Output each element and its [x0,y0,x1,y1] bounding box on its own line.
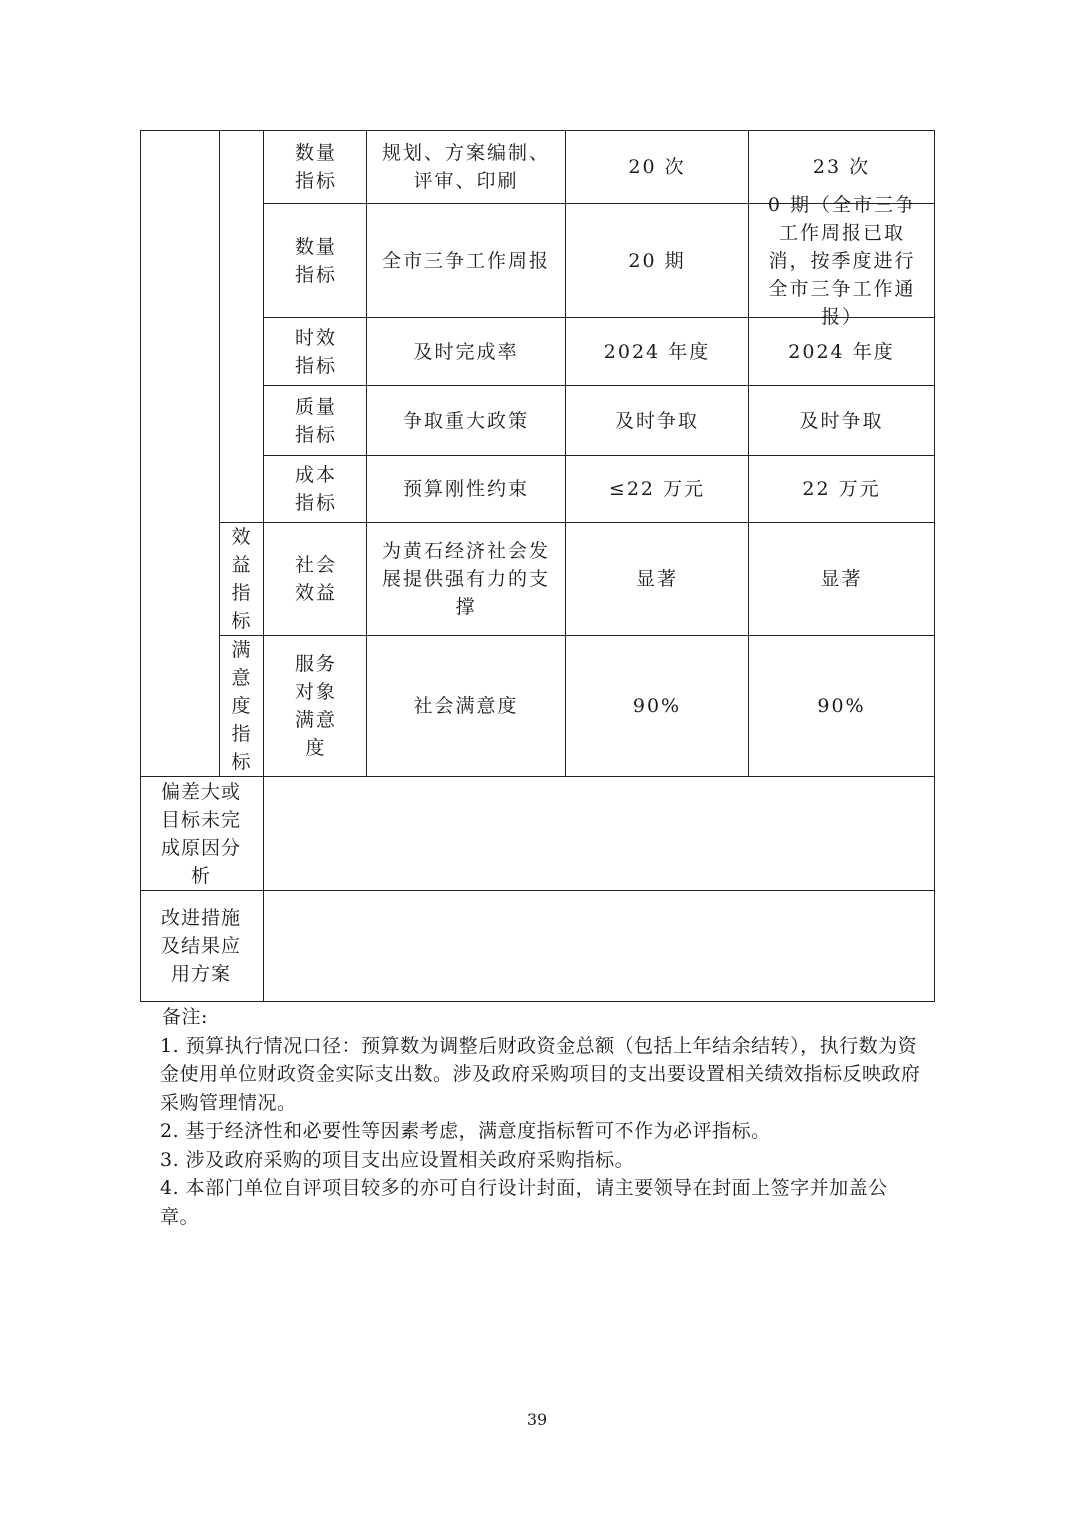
content-cell [367,318,565,385]
page-number: 39 [526,1410,548,1429]
category-cell [226,523,256,635]
deviation-value [264,777,934,890]
target-cell [566,204,748,317]
target-cell [566,456,748,522]
actual-cell [754,193,930,328]
note-item: 1. 预算执行情况口径：预算数为调整后财政资金总额（包括上年结余结转），执行数为资金使用单位财政资金实际支出数。涉及政府采购项目的支出要设置相关绩效指标反映政府采购管理情况。 [160,1034,921,1114]
content-text: 为黄石经济社会发展提供强有力的支撑 [381,540,550,618]
content-text: 争取重大政策 [402,409,529,432]
target-text: 显著 [635,568,678,590]
actual-cell [749,318,934,385]
note-item: 2. 基于经济性和必要性等因素考虑，满意度指标暂可不作为必评指标。 [160,1120,771,1142]
indicator-cell [282,131,350,203]
target-text: ≤22 万元 [608,478,706,500]
col-divider [219,130,220,776]
table-border-left [140,130,141,1002]
indicator-text: 时效指标 [294,326,337,377]
actual-text: 23 次 [812,156,871,178]
table-border-bottom [140,1001,935,1002]
table-border-right [934,130,935,1002]
deviation-label-text: 偏差大或目标未完成原因分析 [160,780,241,887]
target-text: 90% [632,695,682,717]
indicator-cell [282,318,350,385]
deviation-label [148,777,254,890]
notes-section [162,1003,922,1231]
target-text: 及时争取 [614,409,699,432]
category-cell [226,636,256,776]
improvement-label-text: 改进措施及结果应用方案 [160,907,241,985]
content-text: 全市三争工作周报 [381,249,550,272]
actual-text: 2024 年度 [788,340,895,363]
actual-text: 0 期（全市三争工作周报已取消，按季度进行全市三争工作通报） [767,193,917,328]
target-text: 2024 年度 [603,340,711,363]
indicator-text: 数量指标 [294,142,337,192]
content-cell [374,523,558,635]
actual-text: 90% [817,695,866,717]
target-cell [566,523,748,635]
indicator-text: 成本指标 [294,464,337,514]
content-text: 及时完成率 [413,340,519,363]
note-item: 3. 涉及政府采购的项目支出应设置相关政府采购指标。 [160,1148,635,1171]
actual-cell [749,636,934,776]
content-cell [367,636,565,776]
indicator-text: 数量指标 [294,235,337,286]
content-cell [367,386,565,455]
content-text: 预算刚性约束 [402,478,529,500]
actual-cell [749,456,934,522]
improvement-label [148,891,254,1001]
category-text: 效 益 指 标 [231,526,251,632]
content-cell [372,131,560,203]
actual-text: 显著 [820,568,863,590]
target-cell [566,636,748,776]
target-text: 20 期 [628,249,686,272]
indicator-cell [282,456,350,522]
content-cell [367,204,565,317]
content-cell [367,456,565,522]
indicator-text: 质量指标 [294,395,337,446]
target-cell [566,131,748,203]
note-item: 4. 本部门单位自评项目较多的亦可自行设计封面，请主要领导在封面上签字并加盖公章。 [160,1177,888,1228]
category-text: 满 意 度 指 标 [231,639,251,773]
indicator-cell [282,636,350,776]
indicator-text: 社会效益 [294,554,337,604]
target-cell [566,386,748,455]
indicator-cell [282,523,350,635]
indicator-cell [282,386,350,455]
notes-title: 备注: [162,1006,208,1028]
target-text: 20 次 [628,156,686,178]
improvement-value [264,891,934,1001]
indicator-cell [282,204,350,317]
content-text: 规划、方案编制、评审、印刷 [381,142,550,192]
indicator-text: 服务对象满意度 [294,653,337,759]
target-cell [566,318,748,385]
content-text: 社会满意度 [413,695,519,717]
actual-text: 22 万元 [802,478,881,500]
actual-cell [749,386,934,455]
actual-cell [749,523,934,635]
actual-text: 及时争取 [799,409,884,432]
